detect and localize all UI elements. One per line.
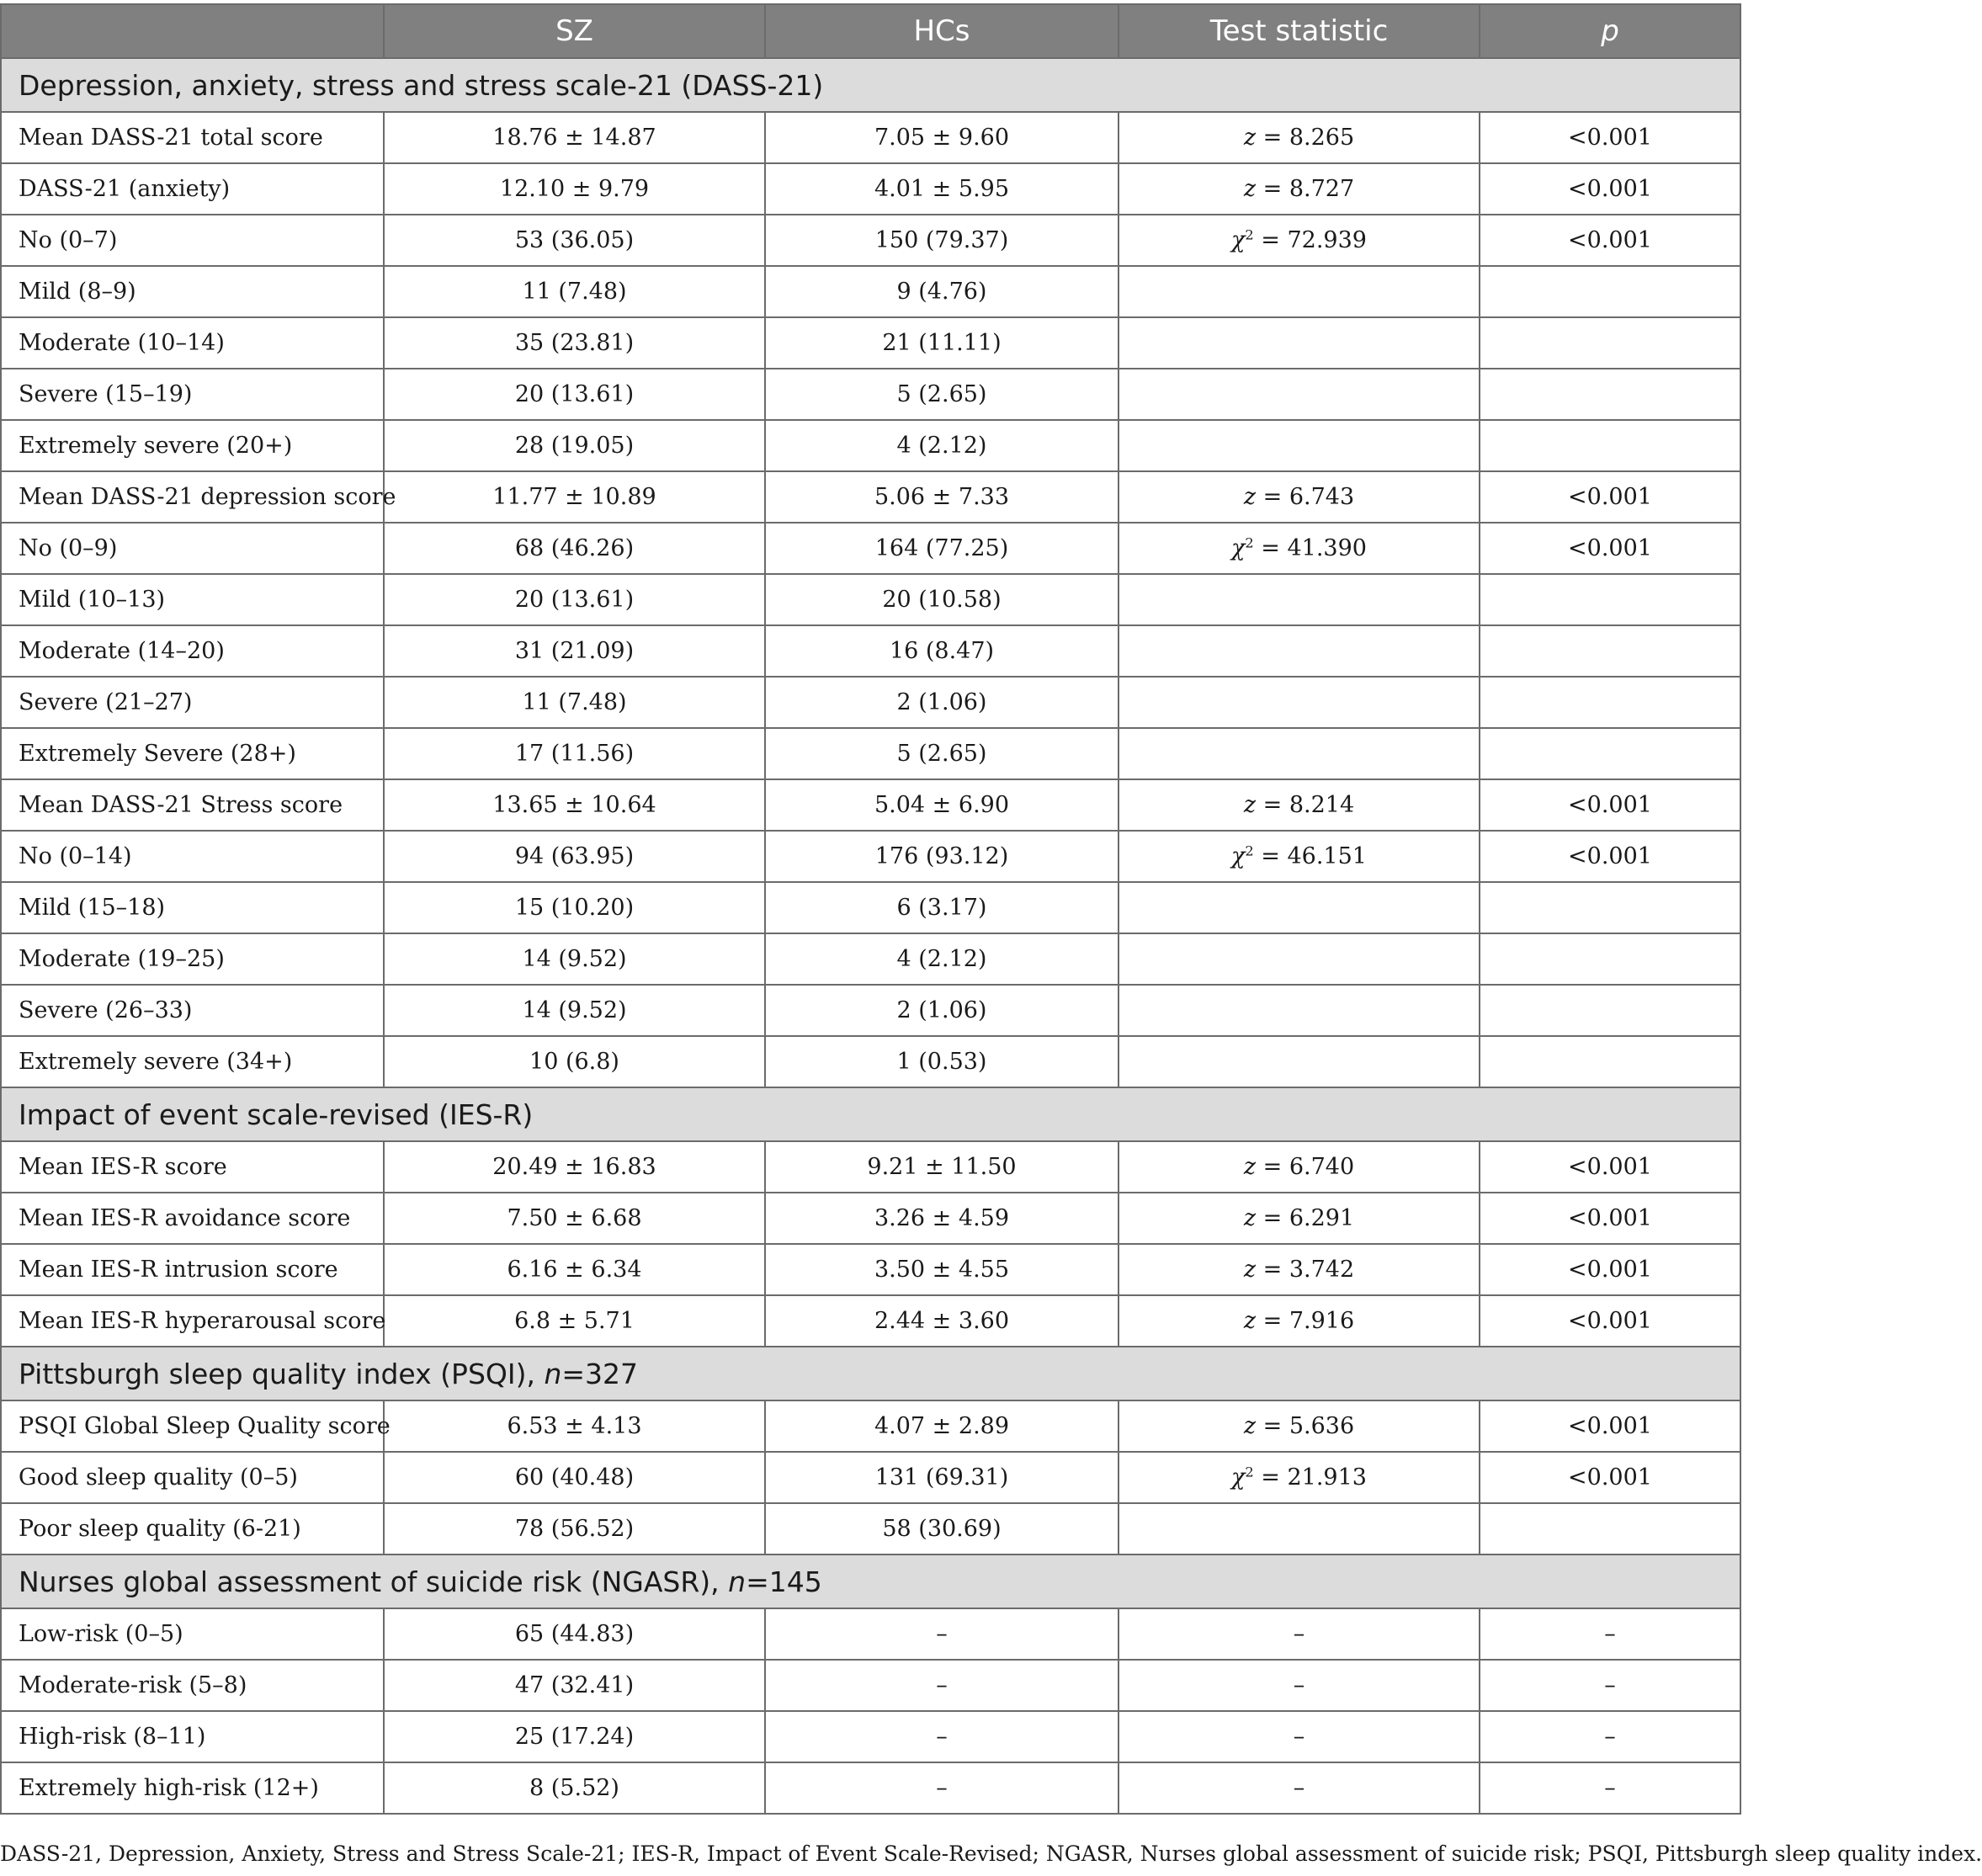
stat-superscript: 2 (1245, 226, 1254, 243)
cell-test-statistic (1119, 163, 1480, 215)
cell-test-statistic (1119, 1400, 1480, 1452)
section-n-symbol: n (728, 1565, 747, 1598)
table-body (1, 58, 1740, 1814)
stat-value: = 8.727 (1256, 176, 1355, 202)
cell-hcs: 4 (2.12) (765, 420, 1119, 471)
cell-test-statistic (1119, 1036, 1480, 1087)
cell-p-value: <0.001 (1480, 831, 1740, 882)
table-row (1, 831, 1740, 882)
cell-test-statistic (1119, 1503, 1480, 1554)
section-title (1, 1554, 1740, 1608)
header-cell-sz: SZ (384, 4, 765, 58)
row-label: Low-risk (0–5) (1, 1608, 384, 1660)
row-label: Mean IES-R intrusion score (1, 1244, 384, 1295)
cell-p-value: <0.001 (1480, 1244, 1740, 1295)
cell-sz: 12.10 ± 9.79 (384, 163, 765, 215)
stat-symbol: z (1243, 484, 1257, 510)
cell-test-statistic (1119, 1141, 1480, 1193)
cell-hcs: 131 (69.31) (765, 1452, 1119, 1503)
cell-sz: 8 (5.52) (384, 1762, 765, 1814)
stat-value: – (1293, 1724, 1305, 1750)
cell-test-statistic (1119, 1295, 1480, 1347)
cell-sz: 17 (11.56) (384, 728, 765, 779)
section-title-text: Nurses global assessment of suicide risk (NGASR), (19, 1565, 729, 1598)
cell-p-value (1480, 882, 1740, 933)
cell-sz: 20.49 ± 16.83 (384, 1141, 765, 1193)
table-row (1, 574, 1740, 625)
table-row (1, 1141, 1740, 1193)
table-row (1, 420, 1740, 471)
cell-test-statistic (1119, 215, 1480, 266)
cell-test-statistic (1119, 625, 1480, 677)
cell-p-value (1480, 266, 1740, 317)
cell-hcs: 4.01 ± 5.95 (765, 163, 1119, 215)
stat-value: = 46.151 (1253, 843, 1367, 869)
cell-sz: 6.53 ± 4.13 (384, 1400, 765, 1452)
stat-value: – (1293, 1621, 1305, 1647)
row-label: Severe (21–27) (1, 677, 384, 728)
row-label: No (0–7) (1, 215, 384, 266)
stat-value: = 41.390 (1253, 535, 1367, 561)
cell-p-value: <0.001 (1480, 112, 1740, 163)
cell-test-statistic (1119, 779, 1480, 831)
cell-hcs: 5 (2.65) (765, 728, 1119, 779)
stat-symbol: χ (1231, 843, 1246, 869)
cell-hcs: 3.26 ± 4.59 (765, 1193, 1119, 1244)
cell-sz: 6.16 ± 6.34 (384, 1244, 765, 1295)
cell-test-statistic (1119, 369, 1480, 420)
cell-p-value (1480, 574, 1740, 625)
header-cell-test-statistic: Test statistic (1119, 4, 1480, 58)
cell-p-value: <0.001 (1480, 1193, 1740, 1244)
row-label: Severe (15–19) (1, 369, 384, 420)
cell-hcs: 58 (30.69) (765, 1503, 1119, 1554)
cell-test-statistic (1119, 1608, 1480, 1660)
stat-superscript: 2 (1245, 1464, 1254, 1480)
cell-test-statistic (1119, 1452, 1480, 1503)
row-label: Extremely severe (34+) (1, 1036, 384, 1087)
section-n-symbol: n (544, 1357, 562, 1390)
section-n-value: =327 (561, 1357, 639, 1390)
cell-sz: 18.76 ± 14.87 (384, 112, 765, 163)
cell-test-statistic (1119, 471, 1480, 523)
table-row (1, 1400, 1740, 1452)
stat-superscript: 2 (1245, 534, 1254, 551)
stat-symbol: χ (1231, 1464, 1246, 1491)
table-row (1, 1193, 1740, 1244)
section-n-value: =145 (746, 1565, 822, 1598)
cell-p-value: <0.001 (1480, 1141, 1740, 1193)
cell-p-value (1480, 1036, 1740, 1087)
cell-hcs: 2 (1.06) (765, 985, 1119, 1036)
cell-sz: 7.50 ± 6.68 (384, 1193, 765, 1244)
table-row (1, 1295, 1740, 1347)
cell-test-statistic (1119, 1244, 1480, 1295)
table-row (1, 112, 1740, 163)
cell-sz: 20 (13.61) (384, 369, 765, 420)
cell-hcs: 4 (2.12) (765, 933, 1119, 985)
cell-sz: 14 (9.52) (384, 985, 765, 1036)
cell-hcs: 5 (2.65) (765, 369, 1119, 420)
table-row (1, 728, 1740, 779)
table-row (1, 1660, 1740, 1711)
cell-p-value (1480, 1503, 1740, 1554)
row-label: Moderate (14–20) (1, 625, 384, 677)
cell-hcs: – (765, 1660, 1119, 1711)
cell-sz: 53 (36.05) (384, 215, 765, 266)
cell-test-statistic (1119, 1193, 1480, 1244)
row-label: No (0–14) (1, 831, 384, 882)
table-row (1, 369, 1740, 420)
section-title (1, 58, 1740, 112)
cell-hcs: 9 (4.76) (765, 266, 1119, 317)
stat-value: – (1293, 1775, 1305, 1801)
table-row (1, 933, 1740, 985)
cell-hcs: – (765, 1711, 1119, 1762)
row-label: Mean IES-R hyperarousal score (1, 1295, 384, 1347)
row-label: Moderate-risk (5–8) (1, 1660, 384, 1711)
row-label: Poor sleep quality (6-21) (1, 1503, 384, 1554)
stat-value: = 21.913 (1253, 1464, 1367, 1491)
row-label: Extremely severe (20+) (1, 420, 384, 471)
cell-p-value (1480, 369, 1740, 420)
cell-test-statistic (1119, 677, 1480, 728)
row-label: Mean IES-R avoidance score (1, 1193, 384, 1244)
header-cell-label (1, 4, 384, 58)
cell-test-statistic (1119, 420, 1480, 471)
row-label: No (0–9) (1, 523, 384, 574)
stat-value: = 6.743 (1256, 484, 1355, 510)
cell-p-value: – (1480, 1711, 1740, 1762)
cell-p-value: – (1480, 1762, 1740, 1814)
table-row (1, 523, 1740, 574)
table-row (1, 163, 1740, 215)
table-row (1, 471, 1740, 523)
cell-hcs: 5.06 ± 7.33 (765, 471, 1119, 523)
stat-superscript: 2 (1245, 842, 1254, 859)
stat-symbol: z (1243, 1257, 1257, 1283)
cell-sz: 11.77 ± 10.89 (384, 471, 765, 523)
cell-sz: 68 (46.26) (384, 523, 765, 574)
cell-sz: 47 (32.41) (384, 1660, 765, 1711)
cell-p-value (1480, 985, 1740, 1036)
cell-p-value (1480, 625, 1740, 677)
stat-symbol: z (1243, 125, 1257, 151)
cell-test-statistic (1119, 112, 1480, 163)
stat-value: – (1293, 1672, 1305, 1698)
row-label: Mean IES-R score (1, 1141, 384, 1193)
cell-sz: 11 (7.48) (384, 677, 765, 728)
cell-sz: 65 (44.83) (384, 1608, 765, 1660)
row-label: Moderate (10–14) (1, 317, 384, 369)
header-cell-hcs: HCs (765, 4, 1119, 58)
cell-hcs: 150 (79.37) (765, 215, 1119, 266)
table-row (1, 1036, 1740, 1087)
cell-p-value (1480, 933, 1740, 985)
row-label: Mean DASS-21 depression score (1, 471, 384, 523)
header-row (1, 4, 1740, 58)
cell-test-statistic (1119, 882, 1480, 933)
cell-hcs: 2.44 ± 3.60 (765, 1295, 1119, 1347)
stat-symbol: χ (1231, 535, 1246, 561)
cell-test-statistic (1119, 985, 1480, 1036)
cell-test-statistic (1119, 1660, 1480, 1711)
cell-hcs: 1 (0.53) (765, 1036, 1119, 1087)
table-row (1, 779, 1740, 831)
cell-p-value: <0.001 (1480, 1295, 1740, 1347)
cell-test-statistic (1119, 574, 1480, 625)
section-row (1, 1554, 1740, 1608)
table-row (1, 1711, 1740, 1762)
cell-test-statistic (1119, 266, 1480, 317)
cell-p-value: <0.001 (1480, 1400, 1740, 1452)
cell-sz: 25 (17.24) (384, 1711, 765, 1762)
table-row (1, 1608, 1740, 1660)
cell-test-statistic (1119, 1762, 1480, 1814)
row-label: Mean DASS-21 total score (1, 112, 384, 163)
cell-hcs: 21 (11.11) (765, 317, 1119, 369)
cell-sz: 15 (10.20) (384, 882, 765, 933)
table-row (1, 1503, 1740, 1554)
cell-p-value: <0.001 (1480, 1452, 1740, 1503)
cell-p-value (1480, 317, 1740, 369)
stat-value: = 8.265 (1256, 125, 1355, 151)
cell-hcs: 16 (8.47) (765, 625, 1119, 677)
table-row (1, 1452, 1740, 1503)
row-label: Good sleep quality (0–5) (1, 1452, 384, 1503)
cell-sz: 13.65 ± 10.64 (384, 779, 765, 831)
cell-hcs: – (765, 1762, 1119, 1814)
section-title (1, 1347, 1740, 1400)
stat-value: = 3.742 (1256, 1257, 1355, 1283)
cell-hcs: 3.50 ± 4.55 (765, 1244, 1119, 1295)
cell-hcs: 6 (3.17) (765, 882, 1119, 933)
cell-p-value (1480, 677, 1740, 728)
cell-sz: 28 (19.05) (384, 420, 765, 471)
row-label: High-risk (8–11) (1, 1711, 384, 1762)
cell-sz: 14 (9.52) (384, 933, 765, 985)
section-title-text: Depression, anxiety, stress and stress scale-21 (DASS-21) (19, 68, 824, 102)
section-title-text: Impact of event scale-revised (IES-R) (19, 1097, 534, 1131)
cell-p-value (1480, 728, 1740, 779)
table-row (1, 882, 1740, 933)
stat-symbol: z (1243, 1413, 1257, 1439)
table-row (1, 677, 1740, 728)
row-label: Extremely high-risk (12+) (1, 1762, 384, 1814)
header-cell-p: p (1480, 4, 1740, 58)
stat-value: = 6.291 (1256, 1205, 1355, 1231)
stat-value: = 8.214 (1256, 792, 1355, 818)
cell-sz: 78 (56.52) (384, 1503, 765, 1554)
cell-sz: 20 (13.61) (384, 574, 765, 625)
cell-test-statistic (1119, 933, 1480, 985)
cell-p-value (1480, 420, 1740, 471)
stat-value: = 72.939 (1253, 227, 1367, 253)
cell-sz: 6.8 ± 5.71 (384, 1295, 765, 1347)
cell-p-value: <0.001 (1480, 471, 1740, 523)
cell-hcs: 7.05 ± 9.60 (765, 112, 1119, 163)
table-footnote: DASS-21, Depression, Anxiety, Stress and Stress Scale-21; IES-R, Impact of Event Scale-Revised; NGASR, Nurses global assessment of suicide risk; PSQI, Pittsburgh sleep quality index. (0, 1841, 1982, 1866)
table-row (1, 1244, 1740, 1295)
cell-hcs: 20 (10.58) (765, 574, 1119, 625)
section-title-text: Pittsburgh sleep quality index (PSQI), (19, 1357, 545, 1390)
section-row (1, 1347, 1740, 1400)
cell-test-statistic (1119, 523, 1480, 574)
row-label: Moderate (19–25) (1, 933, 384, 985)
row-label: Mean DASS-21 Stress score (1, 779, 384, 831)
cell-sz: 35 (23.81) (384, 317, 765, 369)
cell-test-statistic (1119, 317, 1480, 369)
cell-hcs: 2 (1.06) (765, 677, 1119, 728)
cell-p-value: <0.001 (1480, 523, 1740, 574)
cell-hcs: 4.07 ± 2.89 (765, 1400, 1119, 1452)
row-label: Mild (8–9) (1, 266, 384, 317)
cell-sz: 11 (7.48) (384, 266, 765, 317)
row-label: Mild (15–18) (1, 882, 384, 933)
cell-hcs: 9.21 ± 11.50 (765, 1141, 1119, 1193)
cell-sz: 31 (21.09) (384, 625, 765, 677)
cell-p-value: <0.001 (1480, 215, 1740, 266)
cell-hcs: 5.04 ± 6.90 (765, 779, 1119, 831)
cell-sz: 10 (6.8) (384, 1036, 765, 1087)
cell-hcs: – (765, 1608, 1119, 1660)
table-row (1, 215, 1740, 266)
section-row (1, 1087, 1740, 1141)
table-row (1, 266, 1740, 317)
cell-p-value: – (1480, 1608, 1740, 1660)
stat-value: = 6.740 (1256, 1154, 1355, 1180)
cell-hcs: 176 (93.12) (765, 831, 1119, 882)
cell-test-statistic (1119, 1711, 1480, 1762)
section-row (1, 58, 1740, 112)
row-label: Mild (10–13) (1, 574, 384, 625)
cell-sz: 60 (40.48) (384, 1452, 765, 1503)
table-row (1, 625, 1740, 677)
stat-symbol: z (1243, 1154, 1257, 1180)
stat-symbol: χ (1231, 227, 1246, 253)
table-row (1, 1762, 1740, 1814)
stat-value: = 7.916 (1256, 1308, 1355, 1334)
cell-p-value: <0.001 (1480, 779, 1740, 831)
stat-symbol: z (1243, 1308, 1257, 1334)
table-row (1, 317, 1740, 369)
row-label: DASS-21 (anxiety) (1, 163, 384, 215)
stat-symbol: z (1243, 176, 1257, 202)
cell-p-value: – (1480, 1660, 1740, 1711)
stat-symbol: z (1243, 1205, 1257, 1231)
cell-hcs: 164 (77.25) (765, 523, 1119, 574)
table-row (1, 985, 1740, 1036)
row-label: Extremely Severe (28+) (1, 728, 384, 779)
row-label: Severe (26–33) (1, 985, 384, 1036)
stat-symbol: z (1243, 792, 1257, 818)
row-label: PSQI Global Sleep Quality score (1, 1400, 384, 1452)
results-table (0, 3, 1741, 1815)
section-title (1, 1087, 1740, 1141)
stat-value: = 5.636 (1256, 1413, 1355, 1439)
cell-test-statistic (1119, 831, 1480, 882)
cell-test-statistic (1119, 728, 1480, 779)
cell-sz: 94 (63.95) (384, 831, 765, 882)
cell-p-value: <0.001 (1480, 163, 1740, 215)
